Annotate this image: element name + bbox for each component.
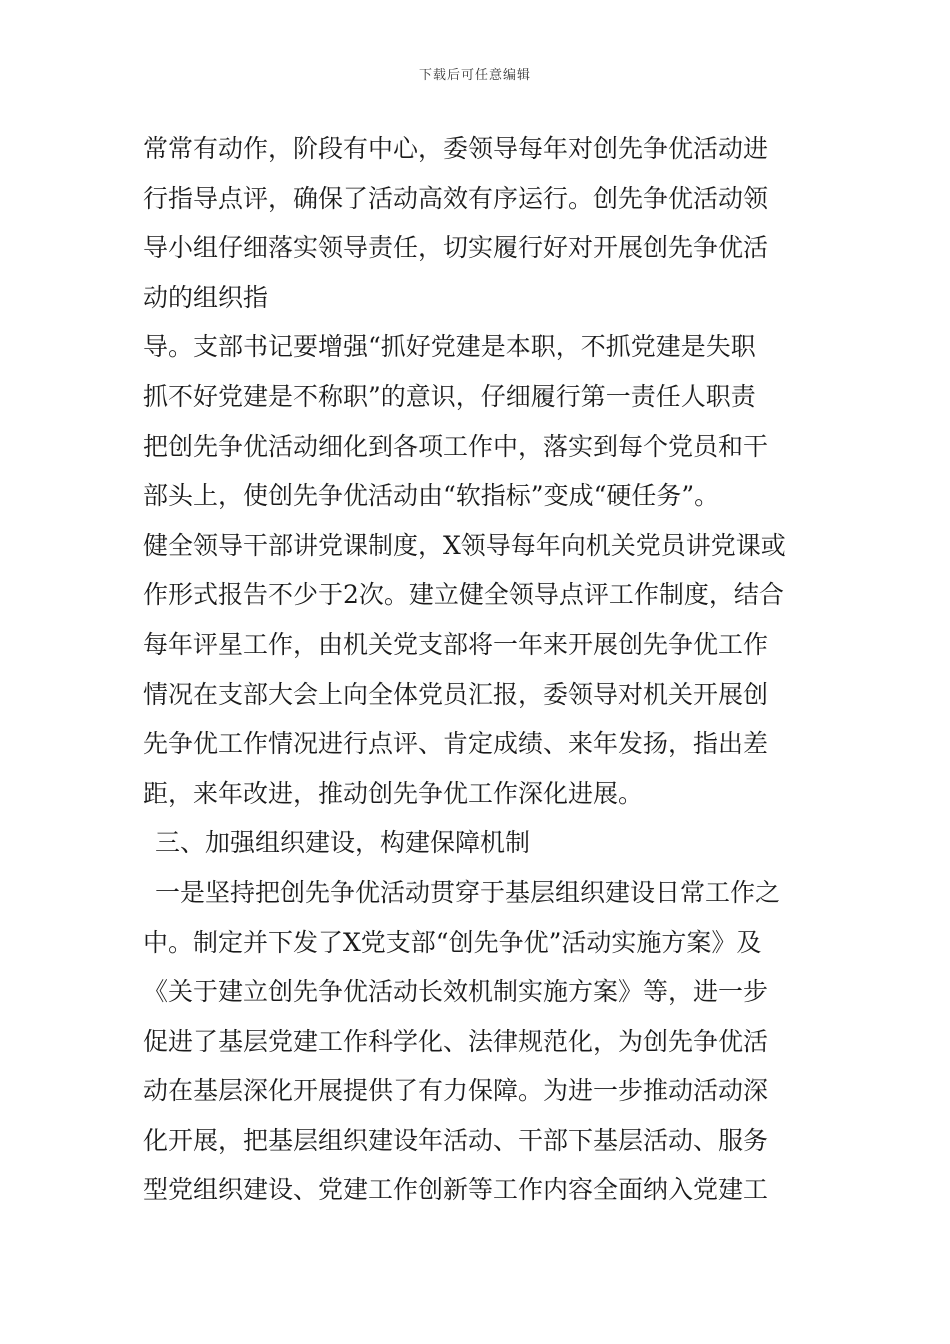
paragraph-line: 抓不好党建是不称职”的意识，仔细履行第一责任人职责: [143, 381, 756, 411]
paragraph-line: 《关于建立创先争优活动长效机制实施方案》等，进一步: [143, 977, 769, 1007]
paragraph-line: 动在基层深化开展提供了有力保障。为进一步推动活动深: [143, 1076, 769, 1106]
section-heading: 三、加强组织建设，构建保障机制: [155, 828, 531, 858]
paragraph-line: 每年评星工作，由机关党支部将一年来开展创先争优工作: [143, 629, 769, 659]
page-header: 下载后可任意编辑: [418, 68, 531, 83]
paragraph-line: 型党组织建设、党建工作创新等工作内容全面纳入党建工: [143, 1175, 769, 1205]
paragraph-line: 先争优工作情况进行点评、肯定成绩、来年发扬，指出差: [143, 729, 769, 759]
paragraph-line: 健全领导干部讲党课制度，X领导每年向机关党员讲党课或: [143, 530, 786, 560]
paragraph-line: 促进了基层党建工作科学化、法律规范化，为创先争优活: [143, 1026, 769, 1056]
paragraph-line: 动的组织指: [143, 282, 269, 312]
document-body: [143, 124, 823, 1215]
paragraph-line: 情况在支部大会上向全体党员汇报，委领导对机关开展创: [143, 679, 769, 709]
paragraph-line: 常常有动作，阶段有中心，委领导每年对创先争优活动进: [143, 134, 769, 163]
paragraph-line: 化开展，把基层组织建设年活动、干部下基层活动、服务: [143, 1125, 769, 1155]
paragraph-line: 距，来年改进，推动创先争优工作深化进展。: [143, 778, 644, 808]
paragraph-line: 导小组仔细落实领导责任，切实履行好对开展创先争优活: [143, 233, 769, 263]
paragraph-line: 行指导点评，确保了活动高效有序运行。创先争优活动领: [143, 183, 769, 213]
paragraph-line: 把创先争优活动细化到各项工作中，落实到每个党员和干: [143, 431, 769, 461]
paragraph-line: 作形式报告不少于2次。建立健全领导点评工作制度，结合: [143, 580, 784, 610]
paragraph-line: 中。制定并下发了X党支部“创先争优”活动实施方案》及: [143, 927, 762, 957]
paragraph-line: 导。支部书记要增强“抓好党建是本职，不抓党建是失职: [143, 332, 756, 362]
paragraph-line: 部头上，使创先争优活动由“软指标”变成“硬任务”。: [143, 481, 720, 511]
paragraph-line: 一是坚持把创先争优活动贯穿于基层组织建设日常工作之: [155, 877, 781, 907]
